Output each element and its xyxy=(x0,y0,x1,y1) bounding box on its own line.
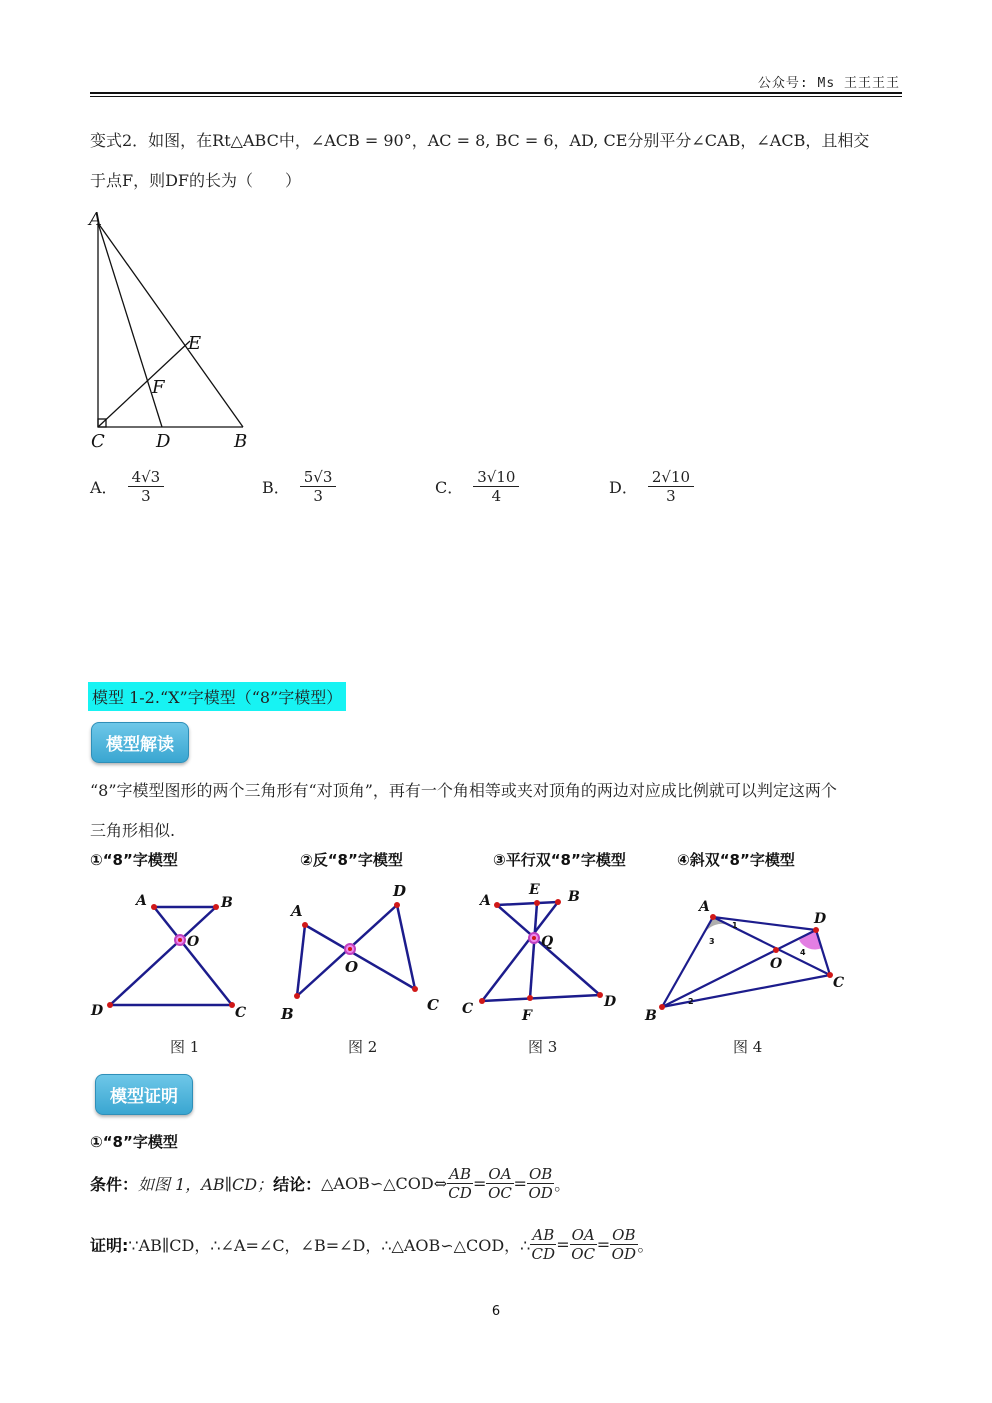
fig4-angle-1: 1 xyxy=(732,921,738,930)
fig3-label-F: F xyxy=(522,1008,532,1024)
option-c[interactable] xyxy=(435,468,519,505)
label-B: B xyxy=(234,431,248,452)
fig3-label-A: A xyxy=(480,893,491,909)
header-account: 公众号: Ms 王王王王 xyxy=(757,76,900,91)
period-1: 。 xyxy=(554,1175,571,1194)
ratio-oa-oc xyxy=(486,1165,513,1202)
proof-ratio-num-1: AB xyxy=(532,1226,555,1244)
equals-2: = xyxy=(513,1174,527,1193)
ratio-num-1: AB xyxy=(449,1165,471,1183)
period-2: 。 xyxy=(637,1236,654,1255)
fig2-label-B: B xyxy=(281,1005,294,1023)
option-a-num: 4√3 xyxy=(128,468,165,487)
label-D: D xyxy=(156,431,171,452)
option-b-fraction xyxy=(300,468,337,505)
proof-ratio-den-3: OD xyxy=(611,1245,636,1263)
problem-line-2: 于点F，则DF的长为（ ） xyxy=(90,171,302,190)
fig4-label-B: B xyxy=(645,1008,657,1024)
conclusion-prefix: 结论： xyxy=(273,1175,322,1194)
fig2-label-A: A xyxy=(291,902,303,920)
description-line-2: 三角形相似. xyxy=(90,821,176,840)
ratio-den-1: CD xyxy=(448,1184,472,1202)
caption-fig-2: 图 2 xyxy=(348,1038,378,1056)
condition-line xyxy=(90,1165,570,1202)
option-a[interactable] xyxy=(90,468,164,505)
caption-fig-1: 图 1 xyxy=(170,1038,200,1056)
option-d-den: 3 xyxy=(666,487,676,505)
ratio-ob-od xyxy=(527,1165,554,1202)
option-b[interactable] xyxy=(262,468,336,505)
option-a-label: A． xyxy=(90,478,118,497)
label-C: C xyxy=(91,431,105,452)
fig3-label-C: C xyxy=(462,1001,474,1017)
model-proof-badge: 模型证明 xyxy=(95,1074,193,1115)
option-d-num: 2√10 xyxy=(648,468,694,487)
fig4-angle-4: 4 xyxy=(800,948,806,957)
fig1-label-C: C xyxy=(235,1005,247,1021)
fig2-label-O: O xyxy=(345,958,359,976)
option-a-fraction xyxy=(128,468,165,505)
fig2-label-D: D xyxy=(393,882,407,900)
proof-ratio-num-2: OA xyxy=(571,1226,595,1244)
subtitle-model-2: ②反“8”字模型 xyxy=(300,851,403,869)
fig1-label-B: B xyxy=(221,895,233,911)
option-d-fraction xyxy=(648,468,694,505)
option-a-den: 3 xyxy=(141,487,151,505)
ratio-ab-cd xyxy=(447,1165,473,1202)
page-number: 6 xyxy=(491,1304,501,1319)
option-c-num: 3√10 xyxy=(473,468,519,487)
proof-ratio-den-1: CD xyxy=(531,1245,556,1263)
fig3-label-D: D xyxy=(604,994,617,1010)
proof-ratio-den-2: OC xyxy=(571,1245,596,1263)
condition-text: 如图 1，AB∥CD； xyxy=(138,1175,274,1194)
proof-line xyxy=(90,1226,654,1263)
figure-3 xyxy=(458,878,628,1028)
option-c-label: C． xyxy=(435,478,464,497)
section-title: 模型 1-2.“X”字模型（“8”字模型） xyxy=(88,682,346,711)
conclusion-text: △AOB∽△COD⇔ xyxy=(321,1174,448,1193)
description-line-1: “8”字模型图形的两个三角形有“对顶角”，再有一个角相等或夹对顶角的两边对应成比例就可以判定这两个 xyxy=(90,781,837,800)
condition-prefix: 条件： xyxy=(90,1175,139,1194)
figure-1 xyxy=(88,885,258,1025)
fig1-label-O: O xyxy=(187,934,200,950)
fig4-label-C: C xyxy=(833,975,845,991)
option-d[interactable] xyxy=(609,468,694,505)
option-c-den: 4 xyxy=(491,487,502,505)
fig3-label-Q: Q xyxy=(541,934,554,950)
ratio-den-2: OC xyxy=(488,1184,512,1202)
equals-1: = xyxy=(472,1174,487,1193)
caption-fig-4: 图 4 xyxy=(733,1038,763,1056)
fig4-label-D: D xyxy=(814,911,827,927)
proof-ratio-ab-cd xyxy=(530,1226,556,1263)
proof-text: ∵AB∥CD，∴∠A=∠C，∠B=∠D，∴△AOB∽△COD，∴ xyxy=(128,1236,531,1255)
subtitle-model-3: ③平行双“8”字模型 xyxy=(493,851,626,869)
option-d-label: D． xyxy=(609,478,638,497)
problem-line-1: 变式2．如图，在Rt△ABC中，∠ACB = 90°，AC = 8, BC = 6，AD, CE分别平分∠CAB，∠ACB，且相交 xyxy=(90,131,870,150)
fig4-label-O: O xyxy=(770,956,783,972)
proof-equals-1: = xyxy=(556,1235,570,1254)
fig3-label-E: E xyxy=(529,882,540,898)
proof-prefix: 证明: xyxy=(90,1236,129,1255)
proof-ratio-ob-od xyxy=(610,1226,637,1263)
triangle-figure xyxy=(86,205,261,455)
ratio-num-2: OA xyxy=(488,1165,512,1183)
option-b-num: 5√3 xyxy=(300,468,337,487)
fig4-angle-2: 2 xyxy=(688,997,694,1006)
model-interpretation-badge: 模型解读 xyxy=(91,722,189,763)
figure-4 xyxy=(640,893,855,1028)
subtitle-model-4: ④斜双“8”字模型 xyxy=(677,851,795,869)
option-b-label: B． xyxy=(262,478,290,497)
proof-equals-2: = xyxy=(596,1235,611,1254)
subtitle-model-1: ①“8”字模型 xyxy=(90,851,178,869)
proof-ratio-num-3: OB xyxy=(612,1226,636,1244)
fig2-label-C: C xyxy=(427,996,439,1014)
header-rule-thin xyxy=(90,96,902,97)
proof-subtitle: ①“8”字模型 xyxy=(90,1133,178,1151)
fig4-label-A: A xyxy=(699,899,710,915)
label-A: A xyxy=(89,209,102,230)
ratio-num-3: OB xyxy=(528,1165,553,1183)
figure-2 xyxy=(275,878,450,1028)
caption-fig-3: 图 3 xyxy=(528,1038,558,1056)
fig3-label-B: B xyxy=(568,889,580,905)
label-E: E xyxy=(188,333,202,354)
proof-ratio-oa-oc xyxy=(570,1226,597,1263)
ratio-den-3: OD xyxy=(528,1184,553,1202)
option-b-den: 3 xyxy=(313,487,323,505)
fig1-label-D: D xyxy=(91,1003,104,1019)
label-F: F xyxy=(152,377,165,398)
fig1-label-A: A xyxy=(136,893,147,909)
option-c-fraction xyxy=(473,468,519,505)
header-rule xyxy=(90,92,902,94)
fig4-angle-3: 3 xyxy=(709,937,715,946)
